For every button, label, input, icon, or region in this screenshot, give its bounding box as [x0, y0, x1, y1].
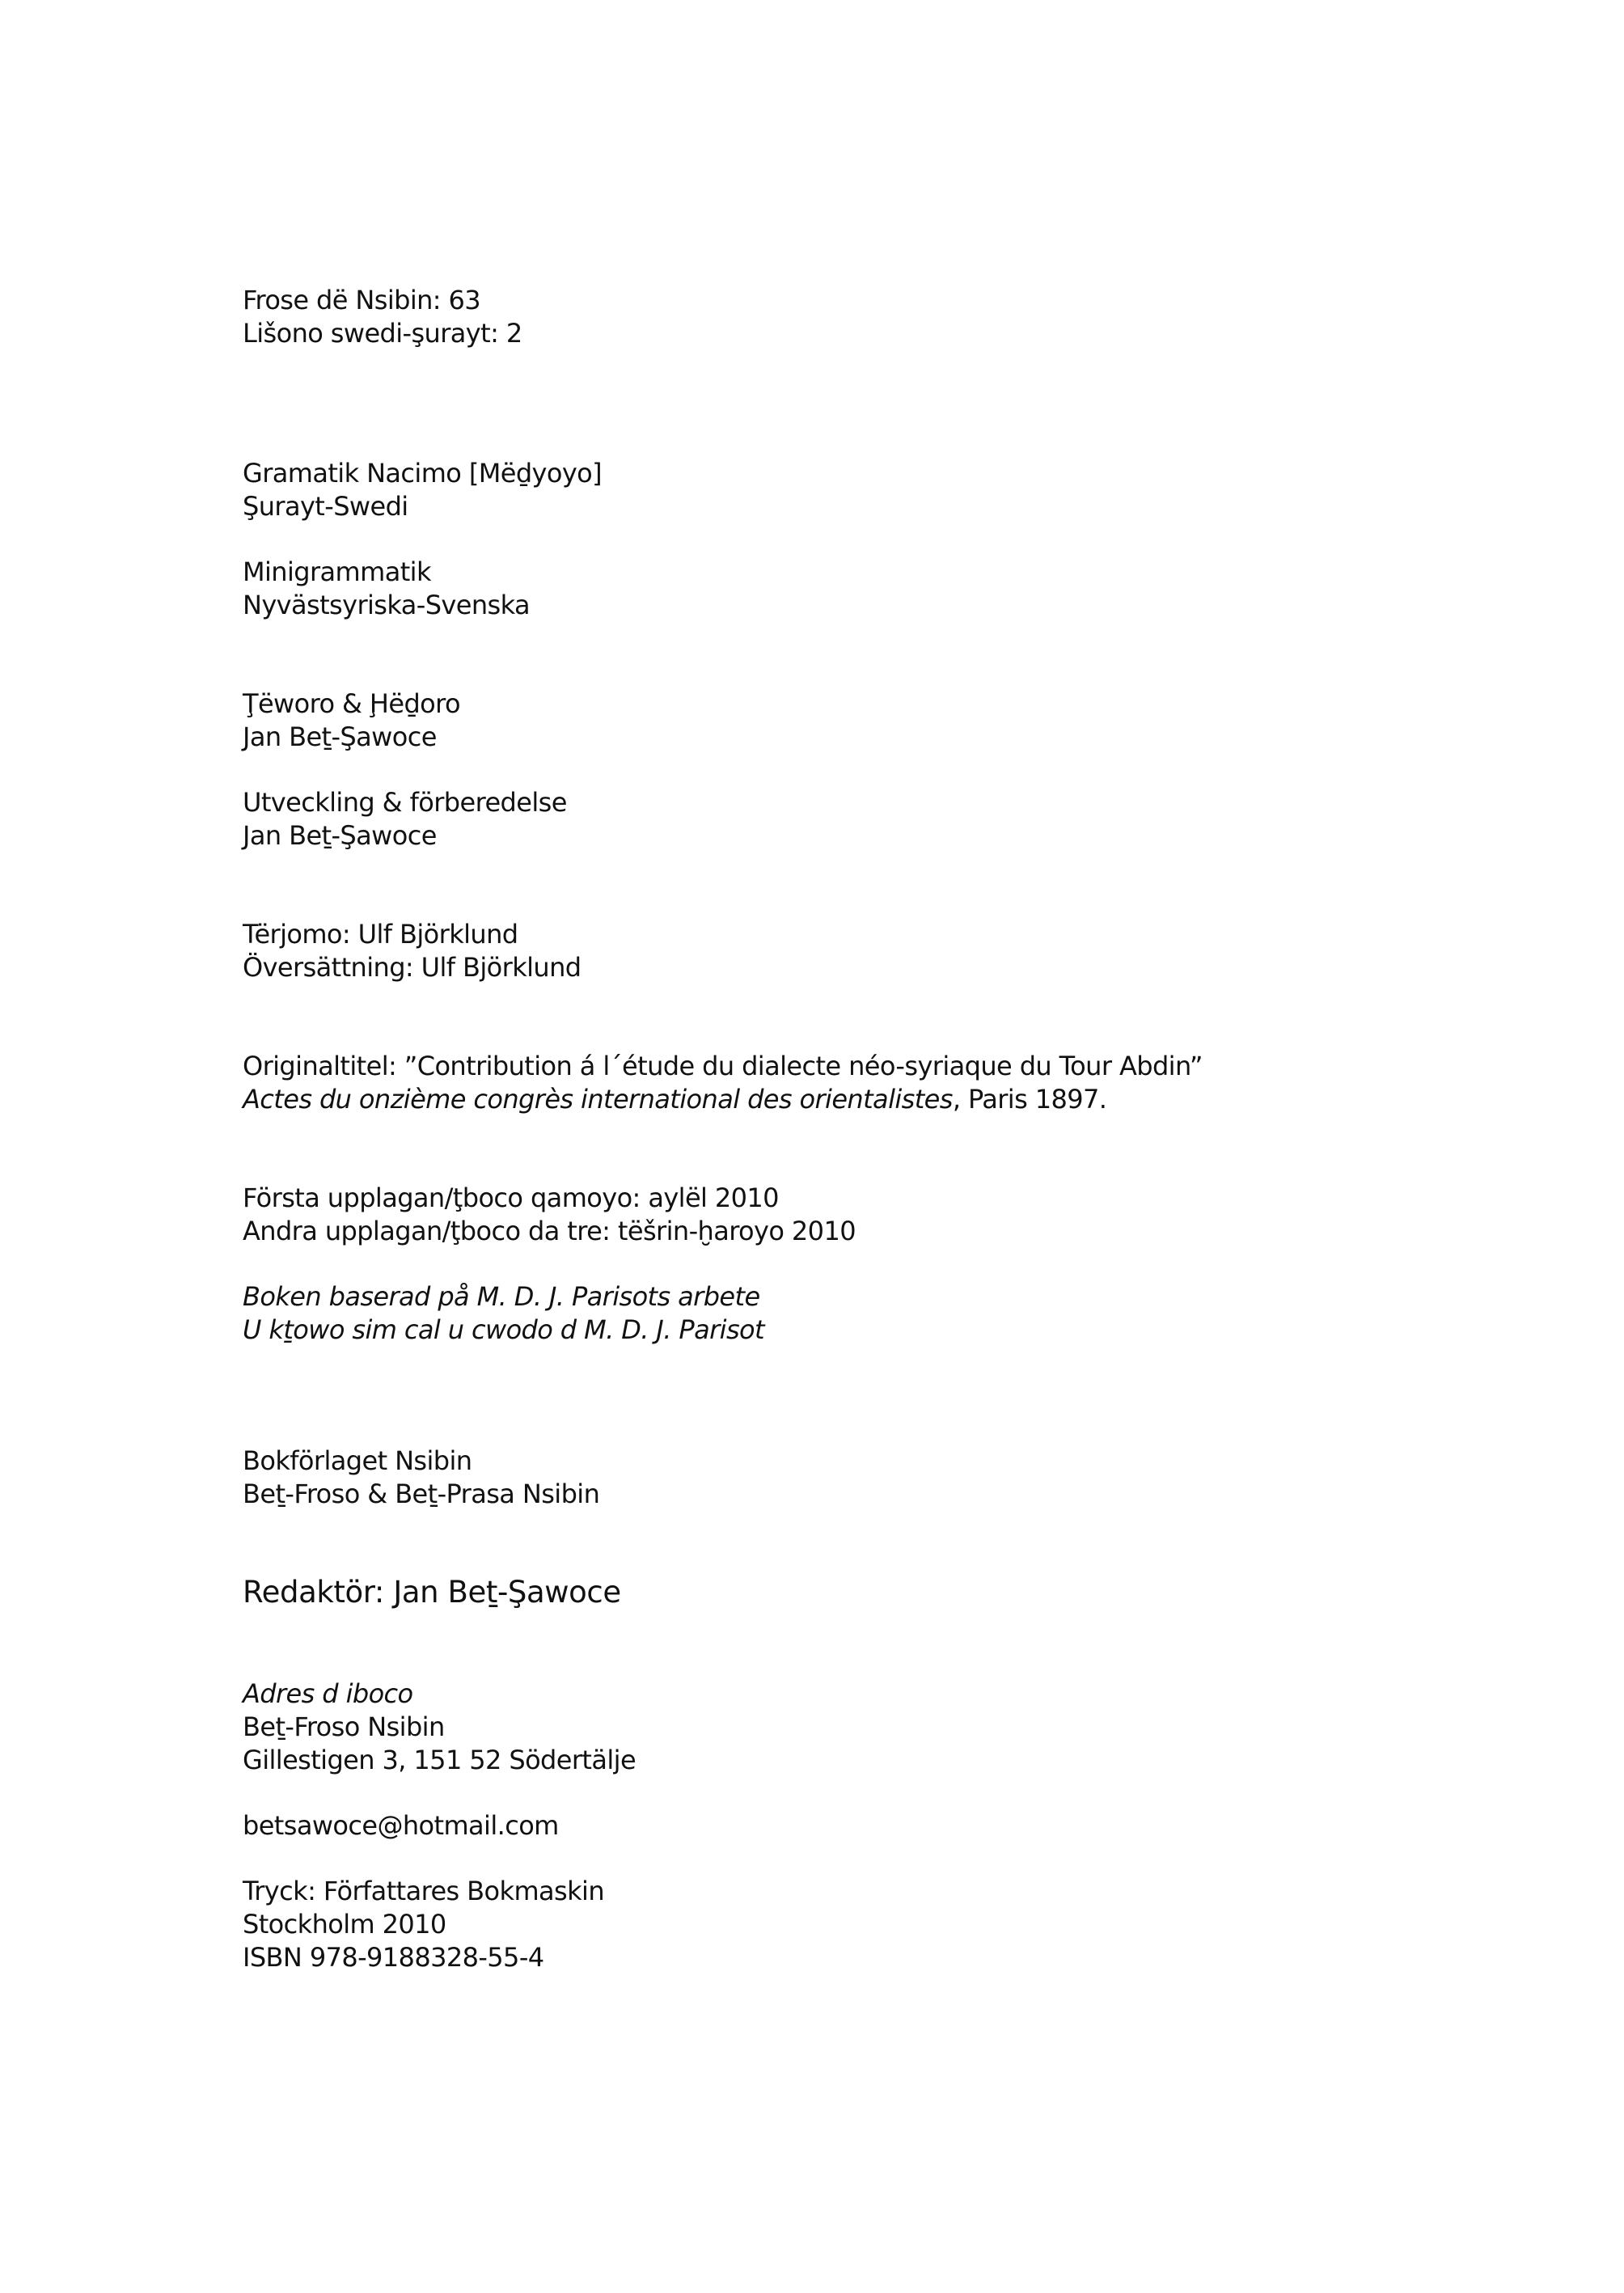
address-name: Beṯ-Froso Nsibin: [243, 1711, 445, 1742]
subtitle-native: Şurayt-Swedi: [243, 491, 408, 522]
translator-swedish: Översättning: Ulf Björklund: [243, 952, 582, 983]
development-swedish-label: Utveckling & förberedelse: [243, 787, 567, 818]
title-native: Gramatik Nacimo [Mëḏyoyo]: [243, 458, 603, 489]
editor-line: Redaktör: Jan Beṯ-Şawoce: [243, 1575, 621, 1610]
original-source-rest: , Paris 1897.: [952, 1084, 1107, 1115]
print-place-year: Stockholm 2010: [243, 1909, 446, 1940]
first-edition: Första upplagan/ţboco qamoyo: aylël 2010: [243, 1182, 779, 1213]
original-source-italic: Actes du onzième congrès international des orientalistes: [243, 1084, 953, 1115]
original-title: Originaltitel: ”Contribution á l´étude du dialecte néo-syriaque du Tour Abdin”: [243, 1051, 1203, 1081]
development-native-label: Ţëworo & Ḩëḏoro: [243, 688, 460, 719]
email-address: betsawoce@hotmail.com: [243, 1810, 559, 1841]
second-edition: Andra upplagan/ţboco da tre: tëšrin-ḫaroyo 2010: [243, 1216, 856, 1246]
development-native-name: Jan Beṯ-Şawoce: [243, 721, 437, 752]
original-source: [243, 1083, 1106, 1115]
based-on-native: U kṯowo sim cal u cwodo d M. D. J. Parisot: [243, 1314, 764, 1345]
address-street: Gillestigen 3, 151 52 Södertälje: [243, 1745, 636, 1775]
isbn-line: ISBN 978-9188328-55-4: [243, 1942, 544, 1973]
printer-line: Tryck: Författares Bokmaskin: [243, 1876, 604, 1906]
development-swedish-name: Jan Beṯ-Şawoce: [243, 820, 437, 851]
publisher-native-name: Beṯ-Froso & Beṯ-Prasa Nsibin: [243, 1479, 600, 1509]
subseries-line: Lišono swedi-şurayt: 2: [243, 318, 522, 349]
translator-native: Tërjomo: Ulf Björklund: [243, 919, 518, 950]
title-swedish: Minigrammatik: [243, 556, 431, 587]
subtitle-swedish: Nyvästsyriska-Svenska: [243, 590, 530, 620]
based-on-swedish: Boken baserad på M. D. J. Parisots arbete: [243, 1281, 760, 1312]
series-line: Frose dë Nsibin: 63: [243, 285, 481, 315]
publisher-name: Bokförlaget Nsibin: [243, 1445, 472, 1476]
address-label: Adres d iboco: [243, 1678, 413, 1709]
